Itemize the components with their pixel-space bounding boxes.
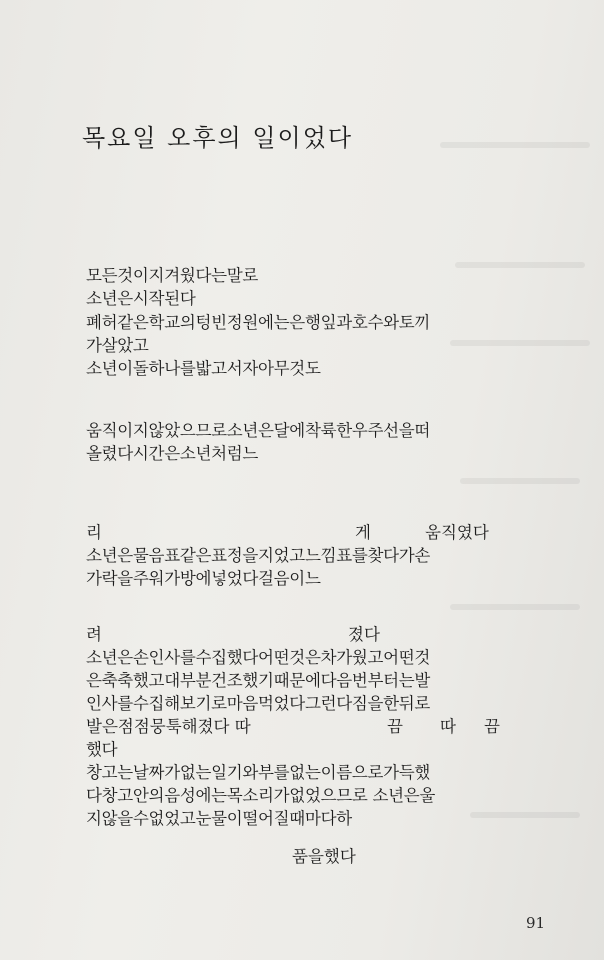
poem-line: 가락을주워가방에넣었다걸음이느 [86, 569, 321, 588]
poem-title: 목요일 오후의 일이었다 [82, 124, 354, 152]
poem-line: 다창고안의음성에는목소리가없었으므로 소년은울 [86, 786, 436, 805]
poem-line: 했다 [86, 740, 118, 759]
poem-line: 소년은물음표같은표정을지었고느낌표를찾다가손 [86, 546, 431, 565]
poem-line: 소년은손인사를수집했다어떤것은차가웠고어떤것 [86, 648, 431, 667]
poem-line: 지않을수없었고눈물이떨어질때마다하 [86, 809, 352, 828]
bleed-through-mark [440, 142, 590, 148]
poem-last-line: 품을했다 [292, 847, 356, 866]
bleed-through-mark [450, 340, 590, 346]
poem-line: 소년은시작된다 [86, 289, 196, 308]
poem-line: 올렸다시간은소년처럼느 [86, 444, 259, 463]
poem-line: 창고는날짜가없는일기와부를없는이름으로가득했 [86, 763, 431, 782]
bleed-through-mark [455, 262, 585, 268]
poem-line: 가살았고 [86, 336, 149, 355]
poem-line: 움직이지않았으므로소년은달에착륙한우주선을떠 [86, 421, 431, 440]
page-number: 91 [526, 914, 546, 932]
poem-spaced-syllable: 리 [86, 523, 102, 542]
poem-line: 인사를수집해보기로마음먹었다그런다짐을한뒤로 [86, 694, 431, 713]
poem-line: 모든것이지겨웠다는말로 [86, 266, 259, 285]
bleed-through-mark [460, 478, 580, 484]
poem-spaced-syllable: 따 [440, 717, 456, 736]
poem-spaced-syllable: 끔 [484, 717, 500, 736]
poem-line: 은축축했고대부분건조했기때문에다음번부터는발 [86, 671, 431, 690]
poem-line: 소년이돌하나를밟고서자아무것도 [86, 359, 321, 378]
bleed-through-mark [450, 604, 580, 610]
poem-spaced-syllable: 끔 [387, 717, 403, 736]
poem-spaced-syllable: 졌다 [348, 625, 380, 644]
poem-spaced-syllable: 려 [86, 625, 102, 644]
poem-spaced-syllable: 게 [355, 523, 371, 542]
poem-line: 폐허같은학교의텅빈정원에는은행잎과호수와토끼 [86, 313, 431, 332]
poem-spaced-syllable: 발은점점뭉툭해졌다 따 [86, 717, 251, 736]
poem-spaced-syllable: 움직였다 [425, 523, 489, 542]
bleed-through-mark [470, 812, 580, 818]
